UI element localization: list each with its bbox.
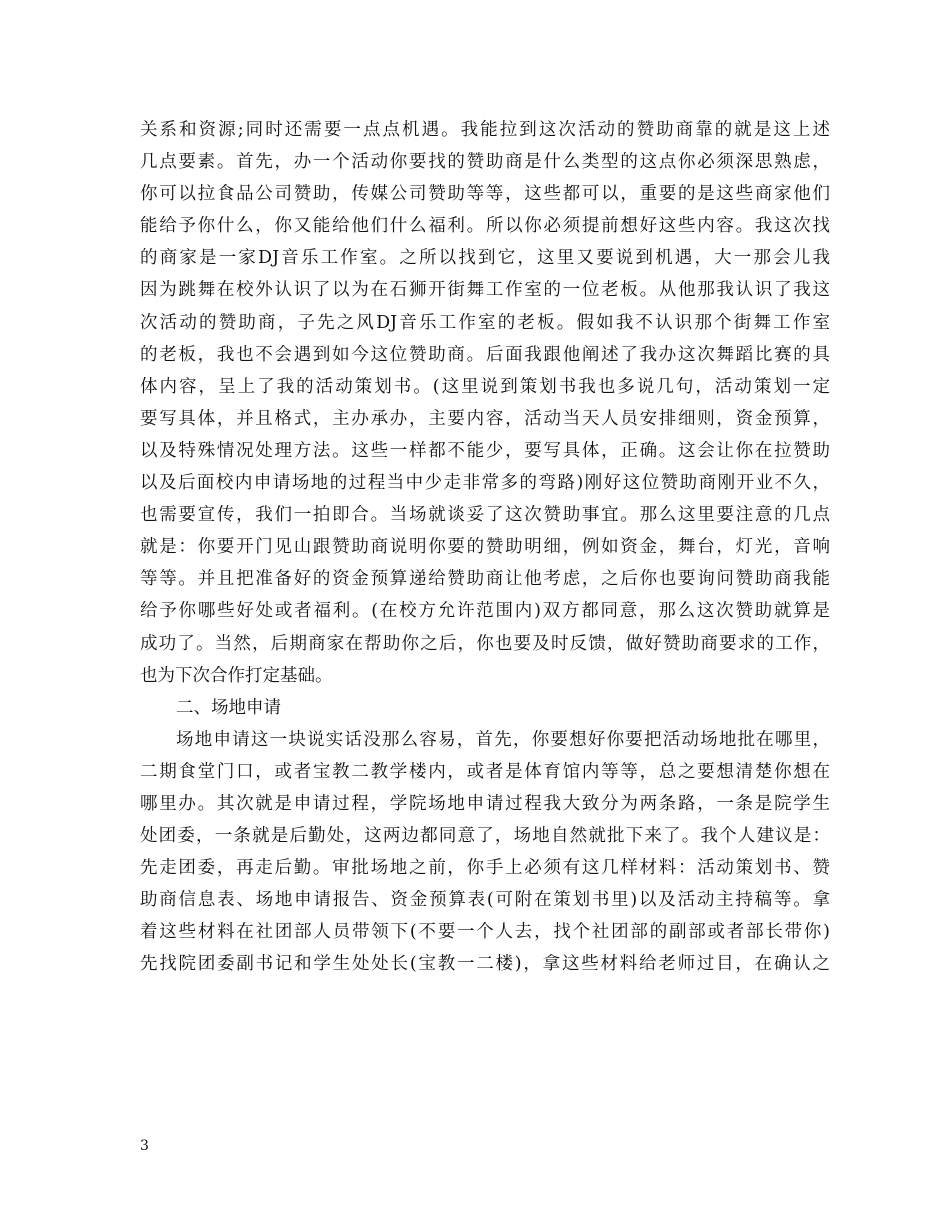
- text-line: 先找院团委副书记和学生处处长(宝教一二楼)，拿这些材料给老师过目，在确认之: [140, 954, 830, 975]
- text-line: 你可以拉食品公司赞助，传媒公司赞助等等，这些都可以，重要的是这些商家他们: [140, 184, 830, 205]
- text-line: 要写具体，并且格式，主办承办，主要内容，活动当天人员安排细则，资金预算，: [140, 408, 830, 429]
- section-heading: 二、场地申请: [176, 697, 281, 718]
- text-line: 以及特殊情况处理方法。这些一样都不能少，要写具体，正确。这会让你在拉赞助: [140, 440, 830, 461]
- text-line: 因为跳舞在校外认识了以为在石狮开街舞工作室的一位老板。从他那我认识了我这: [140, 280, 830, 301]
- text-line: 能给予你什么，你又能给他们什么福利。所以你必须提前想好这些内容。我这次找: [140, 216, 830, 237]
- text-line: 也需要宣传，我们一拍即合。当场就谈妥了这次赞助事宜。那么这里要注意的几点: [140, 505, 830, 526]
- text-line: 二期食堂门口，或者宝教二教学楼内，或者是体育馆内等等，总之要想清楚你想在: [140, 761, 830, 782]
- page-number: 3: [140, 1138, 149, 1154]
- text-line: 几点要素。首先，办一个活动你要找的赞助商是什么类型的这点你必须深思熟虑，: [140, 152, 830, 173]
- text-line: 次活动的赞助商，子先之风DJ音乐工作室的老板。假如我不认识那个街舞工作室: [140, 312, 830, 333]
- text-line: 先走团委，再走后勤。审批场地之前，你手上必须有这几样材料：活动策划书、赞: [140, 858, 830, 879]
- text-line: 体内容，呈上了我的活动策划书。(这里说到策划书我也多说几句，活动策划一定: [140, 376, 830, 397]
- text-line: 的商家是一家DJ音乐工作室。之所以找到它，这里又要说到机遇，大一那会儿我: [140, 248, 830, 269]
- text-line: 也为下次合作打定基础。: [140, 665, 333, 686]
- body-text: [140, 114, 830, 981]
- text-line: 的老板，我也不会遇到如今这位赞助商。后面我跟他阐述了我办这次舞蹈比赛的具: [140, 344, 830, 365]
- text-line: 着这些材料在社团部人员带领下(不要一个人去，找个社团部的副部或者部长带你): [140, 922, 830, 943]
- text-line: 等等。并且把准备好的资金预算递给赞助商让他考虑，之后你也要询问赞助商我能: [140, 569, 830, 590]
- text-line: 成功了。当然，后期商家在帮助你之后，你也要及时反馈，做好赞助商要求的工作，: [140, 633, 830, 654]
- text-line: 场地申请这一块说实话没那么容易，首先，你要想好你要把活动场地批在哪里，: [176, 729, 830, 750]
- text-line: 以及后面校内申请场地的过程当中少走非常多的弯路)刚好这位赞助商刚开业不久，: [140, 473, 830, 494]
- text-line: 处团委，一条就是后勤处，这两边都同意了，场地自然就批下来了。我个人建议是：: [140, 826, 830, 847]
- text-line: 关系和资源;同时还需要一点点机遇。我能拉到这次活动的赞助商靠的就是这上述: [140, 120, 830, 140]
- text-line: 助商信息表、场地申请报告、资金预算表(可附在策划书里)以及活动主持稿等。拿: [140, 890, 830, 911]
- text-line: 哪里办。其次就是申请过程，学院场地申请过程我大致分为两条路，一条是院学生: [140, 793, 830, 814]
- text-line: 给予你哪些好处或者福利。(在校方允许范围内)双方都同意，那么这次赞助就算是: [140, 601, 830, 622]
- text-line: 就是：你要开门见山跟赞助商说明你要的赞助明细，例如资金，舞台，灯光，音响: [140, 537, 830, 558]
